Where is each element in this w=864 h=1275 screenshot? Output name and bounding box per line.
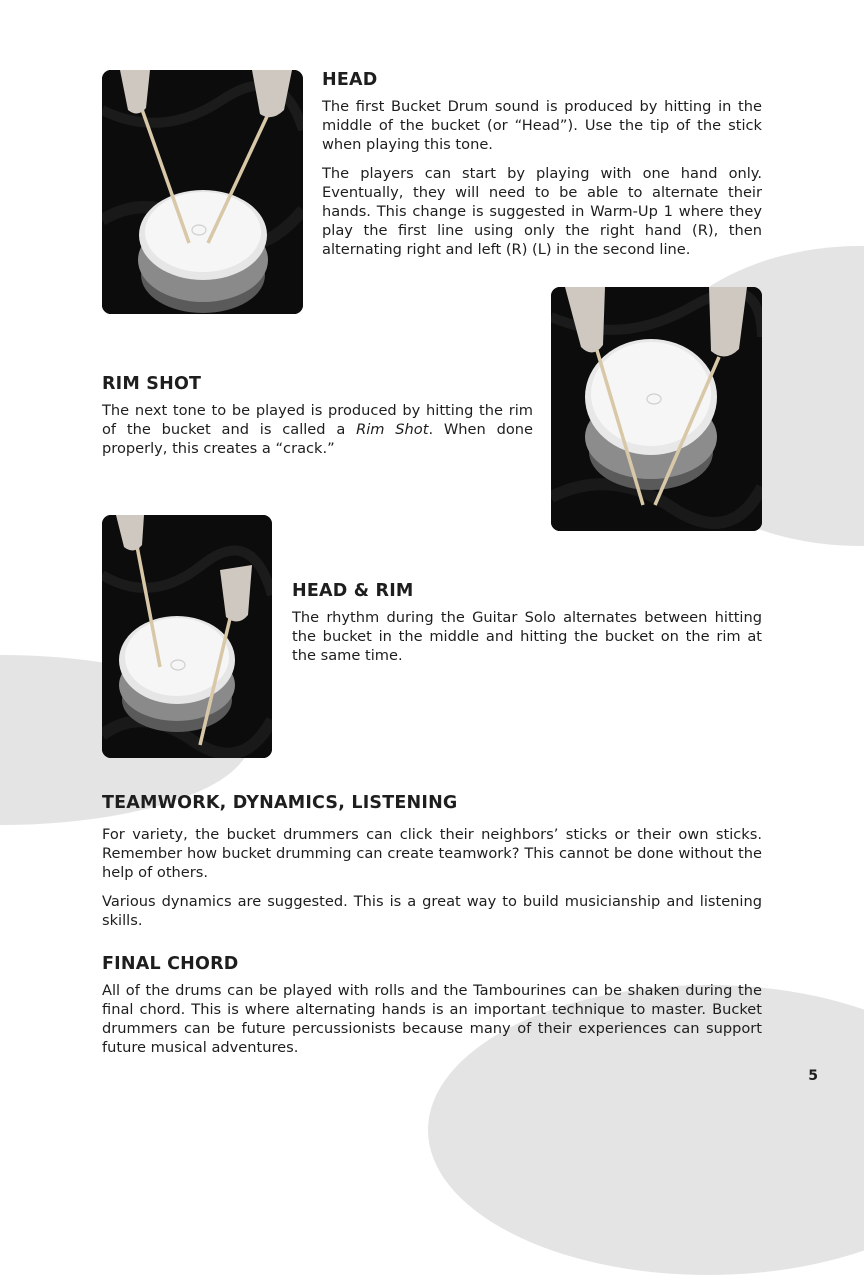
section-heading: HEAD & RIM — [292, 581, 414, 601]
section-heading: RIM SHOT — [102, 374, 202, 394]
photo-head-technique — [102, 70, 303, 314]
paragraph: The first Bucket Drum sound is produced by hitting in the middle of the bucket (or “Head”). Use the tip of the stick when playing this tone. — [322, 98, 762, 153]
photo-rim-shot-technique — [551, 287, 762, 531]
page-number: 5 — [808, 1068, 818, 1084]
section-heading: HEAD — [322, 70, 378, 90]
section-rim-shot — [102, 374, 533, 468]
photo-head-and-rim-technique — [102, 515, 272, 758]
section-heading: FINAL CHORD — [102, 954, 239, 974]
paragraph: For variety, the bucket drummers can click their neighbors’ sticks or their own sticks. Remember how bucket drumming can create teamwork? This cannot be done without the help of others. — [102, 826, 762, 881]
section-head-and-rim — [292, 581, 762, 675]
section-teamwork-dynamics-listening — [102, 793, 762, 940]
paragraph: All of the drums can be played with rolls and the Tambourines can be shaken during the final chord. This is where alternating hands is an important technique to master. Bucket drummers can be future percussionists because many of their experiences can support future musical adventures. — [102, 982, 762, 1056]
text-run: The next tone to be played is produced by hitting the rim of the bucket and is called a — [102, 402, 533, 438]
paragraph: The players can start by playing with one hand only. Eventually, they will need to be able to alternate their hands. This change is suggested in Warm-Up 1 where they play the first line using only the right hand (R), then alternating right and left (R) (L) in the second line. — [322, 165, 762, 258]
paragraph: Various dynamics are suggested. This is a great way to build musicianship and listening skills. — [102, 893, 762, 929]
italic-term: Rim Shot — [356, 421, 429, 438]
text-run: . When done properly, this creates a “crack.” — [102, 421, 533, 457]
section-heading: TEAMWORK, DYNAMICS, LISTENING — [102, 793, 458, 813]
section-final-chord — [102, 954, 762, 1067]
section-head — [322, 70, 762, 269]
paragraph: The rhythm during the Guitar Solo alternates between hitting the bucket in the middle and hitting the bucket on the rim at the same time. — [292, 609, 762, 664]
paragraph — [102, 401, 533, 458]
